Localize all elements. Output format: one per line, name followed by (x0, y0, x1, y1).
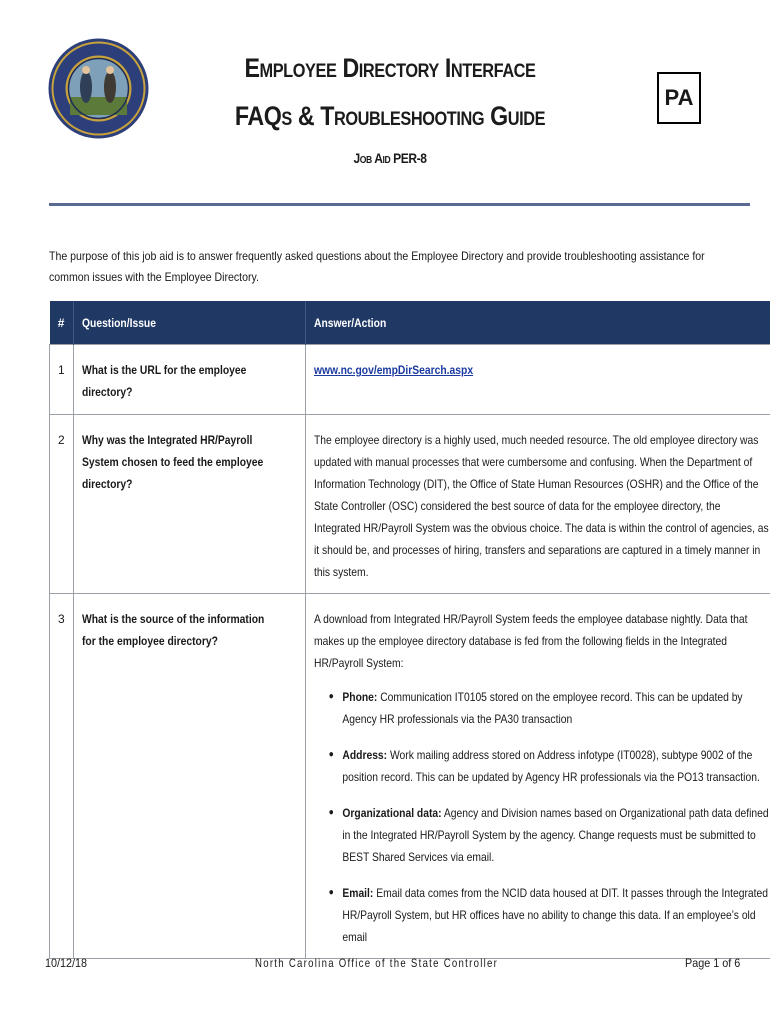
bullet-icon: ● (328, 887, 334, 898)
title-line-2: FAQs & Troubleshooting Guide (234, 101, 546, 131)
table-row (50, 594, 770, 959)
list-item: ● Phone: Communication IT0105 stored on the employee record. This can be updated by Agency HR professionals via the PA30 transaction (314, 686, 770, 730)
column-header-number: # (50, 301, 74, 345)
pa-badge: PA (657, 72, 701, 124)
state-seal-logo (48, 37, 149, 140)
column-header-answer: Answer/Action (305, 301, 770, 345)
bullet-icon: ● (328, 749, 334, 760)
row-number: 3 (50, 594, 74, 959)
bullet-icon: ● (328, 807, 334, 818)
job-aid-subtitle: Job Aid PER-8 (353, 150, 427, 166)
list-item: ● Organizational data: Agency and Division names based on Organizational path data defined in the Integrated HR/Payroll System by the agency. Change requests must be submitted to BEST Shared Services via email. (314, 802, 770, 868)
row-number: 1 (50, 345, 74, 415)
source-field-list (314, 686, 770, 948)
list-item: ● Address: Work mailing address stored on Address infotype (IT0028), subtype 9002 of the position record. This can be updated by Agency HR professionals via the PO13 transaction. (314, 744, 770, 788)
answer-text: A download from Integrated HR/Payroll System feeds the employee database nightly. Data that makes up the employee directory database is fed from the following fields in the Integrated HR/Payroll System: (313, 612, 748, 670)
question-text: What is the source of the information for the employee directory? (81, 612, 265, 648)
question-text: What is the URL for the employee directory? (81, 363, 247, 399)
column-header-question: Question/Issue (73, 301, 305, 345)
footer-organization: North Carolina Office of the State Controller (255, 956, 499, 970)
answer-text: The employee directory is a highly used, much needed resource. The old employee directory was updated with manual processes that were cumbersome and confusing. When the Department of Information Technology (DIT), the Office of State Human Resources (OSHR) and the Office of the State Controller (OSC) considered the best source of data for the employee directory, the Integrated HR/Payroll System was the obvious choice. The data is within the control of agencies, as it should be, and processes of hiring, transfers and separations are captured in a timely manner in this system. (313, 433, 769, 579)
list-item: ● Email: Email data comes from the NCID data housed at DIT. It passes through the Integrated HR/Payroll System, but HR offices have no ability to change this data. If an employee’s old email (314, 882, 770, 948)
document-title (160, 52, 620, 166)
footer-date: 10/12/18 (45, 956, 88, 970)
table-row (50, 415, 770, 594)
bullet-icon: ● (328, 691, 334, 702)
table-header-row (50, 301, 770, 345)
header-divider (49, 203, 750, 206)
footer-page-number: Page 1 of 6 (685, 956, 741, 970)
purpose-paragraph: The purpose of this job aid is to answer frequently asked questions about the Employee Directory and provide troubleshooting assistance for common issues with the Employee Directory. (49, 249, 705, 284)
table-row (50, 345, 770, 415)
title-line-1: Employee Directory Interface (244, 53, 536, 83)
employee-directory-link[interactable]: www.nc.gov/empDirSearch.aspx (313, 363, 473, 377)
faq-table (49, 301, 770, 959)
row-number: 2 (50, 415, 74, 594)
question-text: Why was the Integrated HR/Payroll System chosen to feed the employee directory? (81, 433, 263, 491)
